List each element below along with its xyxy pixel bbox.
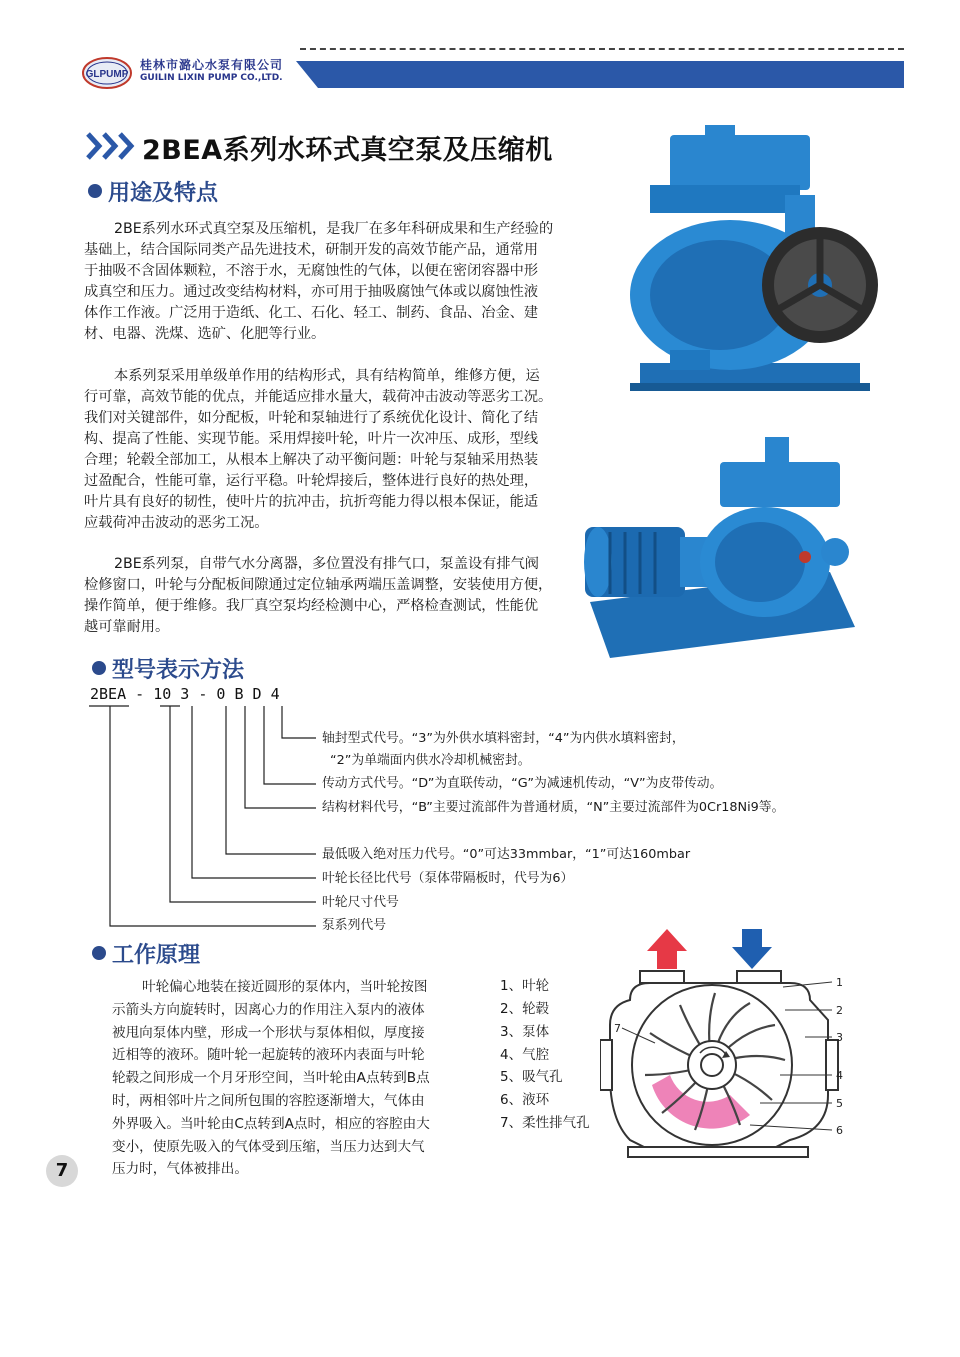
diagram-label: 7 — [614, 1022, 621, 1035]
diagram-label: 2 — [836, 1004, 843, 1017]
text-line: 本系列泵采用单级单作用的结构形式，具有结构简单，维修方便，运 — [114, 368, 540, 384]
text-line: 行可靠，高效节能的优点，并能适应排水量大，载荷冲击波动等恶劣工况。 — [84, 389, 553, 405]
model-desc-shaft-seal-2: “2”为单端面内供水冷却机械密封。 — [330, 753, 531, 768]
section-heading-model-text: 型号表示方法 — [112, 658, 245, 683]
text-line: 叶轮偏心地装在接近圆形的泵体内，当叶轮按图 — [142, 979, 428, 995]
section-heading-principle-text: 工作原理 — [112, 943, 201, 968]
text-line: 合理；轮毂全部加工，从根本上解决了动平衡问题：叶轮与泵轴采用热装 — [84, 452, 539, 468]
text-line: 2BE系列水环式真空泵及压缩机，是我厂在多年科研成果和生产经验的 — [114, 221, 554, 237]
text-line: 2BE系列泵，自带气水分离器，多位置没有排气口，泵盖设有排气阀 — [114, 556, 539, 572]
diagram-label: 1 — [836, 976, 843, 989]
text-line: 过盈配合，性能可靠，运行平稳。叶轮焊接后，整体进行良好的热处理， — [84, 473, 539, 489]
legend-item: 2、轮毂 — [500, 1001, 550, 1017]
company-name-en: GUILIN LIXIN PUMP CO.,LTD. — [140, 73, 283, 83]
legend-item: 5、吸气孔 — [500, 1069, 563, 1085]
text-line: 示箭头方向旋转时，因离心力的作用注入泵内的液体 — [112, 1001, 425, 1018]
legend-item: 1、叶轮 — [500, 978, 550, 994]
company-name-cn: 桂林市潞心水泵有限公司 — [140, 58, 284, 72]
model-desc-pressure: 最低吸入绝对压力代号。“0”可达33mmbar，“1”可达160mbar — [322, 847, 691, 862]
text-line: 被甩向泵体内壁，形成一个形状与泵体相似，厚度接 — [112, 1024, 425, 1041]
model-desc-size: 叶轮尺寸代号 — [322, 895, 399, 910]
product-photo-direct-drive-pump — [580, 432, 862, 658]
model-desc-series: 泵系列代号 — [322, 918, 386, 933]
bullet-dot-icon — [88, 184, 102, 198]
text-line: 越可靠耐用。 — [84, 619, 170, 635]
text-line: 材、电器、洗煤、选矿、化肥等行业。 — [84, 326, 326, 342]
inlet-arrow-icon — [732, 929, 772, 969]
title-chevron-icon — [86, 131, 136, 161]
text-line: 应载荷冲击波动的恶劣工况。 — [84, 515, 269, 531]
legend-item: 3、泵体 — [500, 1024, 550, 1040]
text-line: 叶片具有良好的韧性，使叶片的抗冲击，抗折弯能力得以根本保证，能适 — [84, 494, 539, 510]
diagram-label: 6 — [836, 1124, 843, 1137]
product-photo-belt-drive-pump — [610, 125, 878, 405]
bullet-dot-icon — [92, 661, 106, 675]
text-line: 外界吸入。当叶轮由C点转到A点时，相应的容腔由大 — [112, 1115, 430, 1132]
logo-text: GLPUMP — [85, 69, 129, 80]
model-desc-material: 结构材料代号，“B”主要过流部件为普通材质，“N”主要过流部件为0Cr18Ni9等。 — [322, 800, 785, 815]
model-desc-drive: 传动方式代号。“D”为直联传动，“G”为减速机传动，“V”为皮带传动。 — [322, 776, 723, 791]
section-heading-principle — [92, 938, 200, 969]
page-title: 2BEA系列水环式真空泵及压缩机 — [142, 135, 553, 166]
uses-paragraph-3 — [84, 554, 556, 638]
section-heading-model — [92, 653, 244, 684]
text-line: 基础上，结合国际同类产品先进技术，研制开发的高效节能产品，通常用 — [84, 242, 539, 258]
text-line: 体作工作液。广泛用于造纸、化工、石化、轻工、制药、食品、冶金、建 — [84, 305, 539, 321]
diagram-label: 4 — [836, 1069, 843, 1082]
text-line: 我们对关键部件，如分配板，叶轮和泵轴进行了系统优化设计、简化了结 — [84, 410, 539, 426]
text-line: 于抽吸不含固体颗粒，不溶于水，无腐蚀性的气体，以便在密闭容器中形 — [84, 263, 539, 279]
model-code: 2BEA - 10 3 - 0 B D 4 — [90, 685, 280, 703]
page-number: 7 — [46, 1155, 78, 1187]
text-line: 成真空和压力。通过改变结构材料，亦可用于抽吸腐蚀气体或以腐蚀性液 — [84, 284, 539, 300]
diagram-label: 5 — [836, 1097, 843, 1110]
uses-paragraph-2 — [84, 366, 556, 534]
text-line: 时，两相邻叶片之间所包围的容腔逐渐增大，气体由 — [112, 1092, 425, 1109]
header-band — [296, 61, 904, 88]
outlet-arrow-icon — [647, 929, 687, 969]
legend-item: 4、气腔 — [500, 1047, 550, 1063]
model-desc-ratio: 叶轮长径比代号（泵体带隔板时，代号为6） — [322, 871, 574, 886]
section-heading-uses-text: 用途及特点 — [108, 181, 219, 206]
text-line: 操作简单，便于维修。我厂真空泵均经检测中心，严格检查测试，性能优 — [84, 598, 539, 614]
header-dashed-rule — [300, 48, 904, 50]
text-line: 轮毂之间形成一个月牙形空间，当叶轮由A点转到B点 — [112, 1070, 430, 1087]
text-line: 构、提高了性能、实现节能。采用焊接叶轮，叶片一次冲压、成形，型线 — [84, 431, 539, 447]
text-line: 变小，使原先吸入的气体受到压缩，当压力达到大气 — [112, 1138, 425, 1155]
legend-item: 7、柔性排气孔 — [500, 1115, 590, 1131]
text-line: 压力时，气体被排出。 — [112, 1161, 248, 1178]
bullet-dot-icon — [92, 946, 106, 960]
legend-item: 6、液环 — [500, 1092, 550, 1108]
principle-paragraph — [112, 976, 448, 1181]
uses-paragraph-1 — [84, 219, 552, 345]
section-heading-uses — [88, 176, 218, 207]
pump-cross-section-diagram — [600, 925, 860, 1165]
text-line: 检修窗口，叶轮与分配板间隙通过定位轴承两端压盖调整，安装使用方便， — [84, 577, 553, 593]
model-desc-shaft-seal: 轴封型式代号。“3”为外供水填料密封，“4”为内供水填料密封， — [322, 731, 685, 746]
diagram-label: 3 — [836, 1031, 843, 1044]
text-line: 近相等的液环。随叶轮一起旋转的液环内表面与叶轮 — [112, 1047, 425, 1064]
company-logo — [82, 56, 132, 90]
